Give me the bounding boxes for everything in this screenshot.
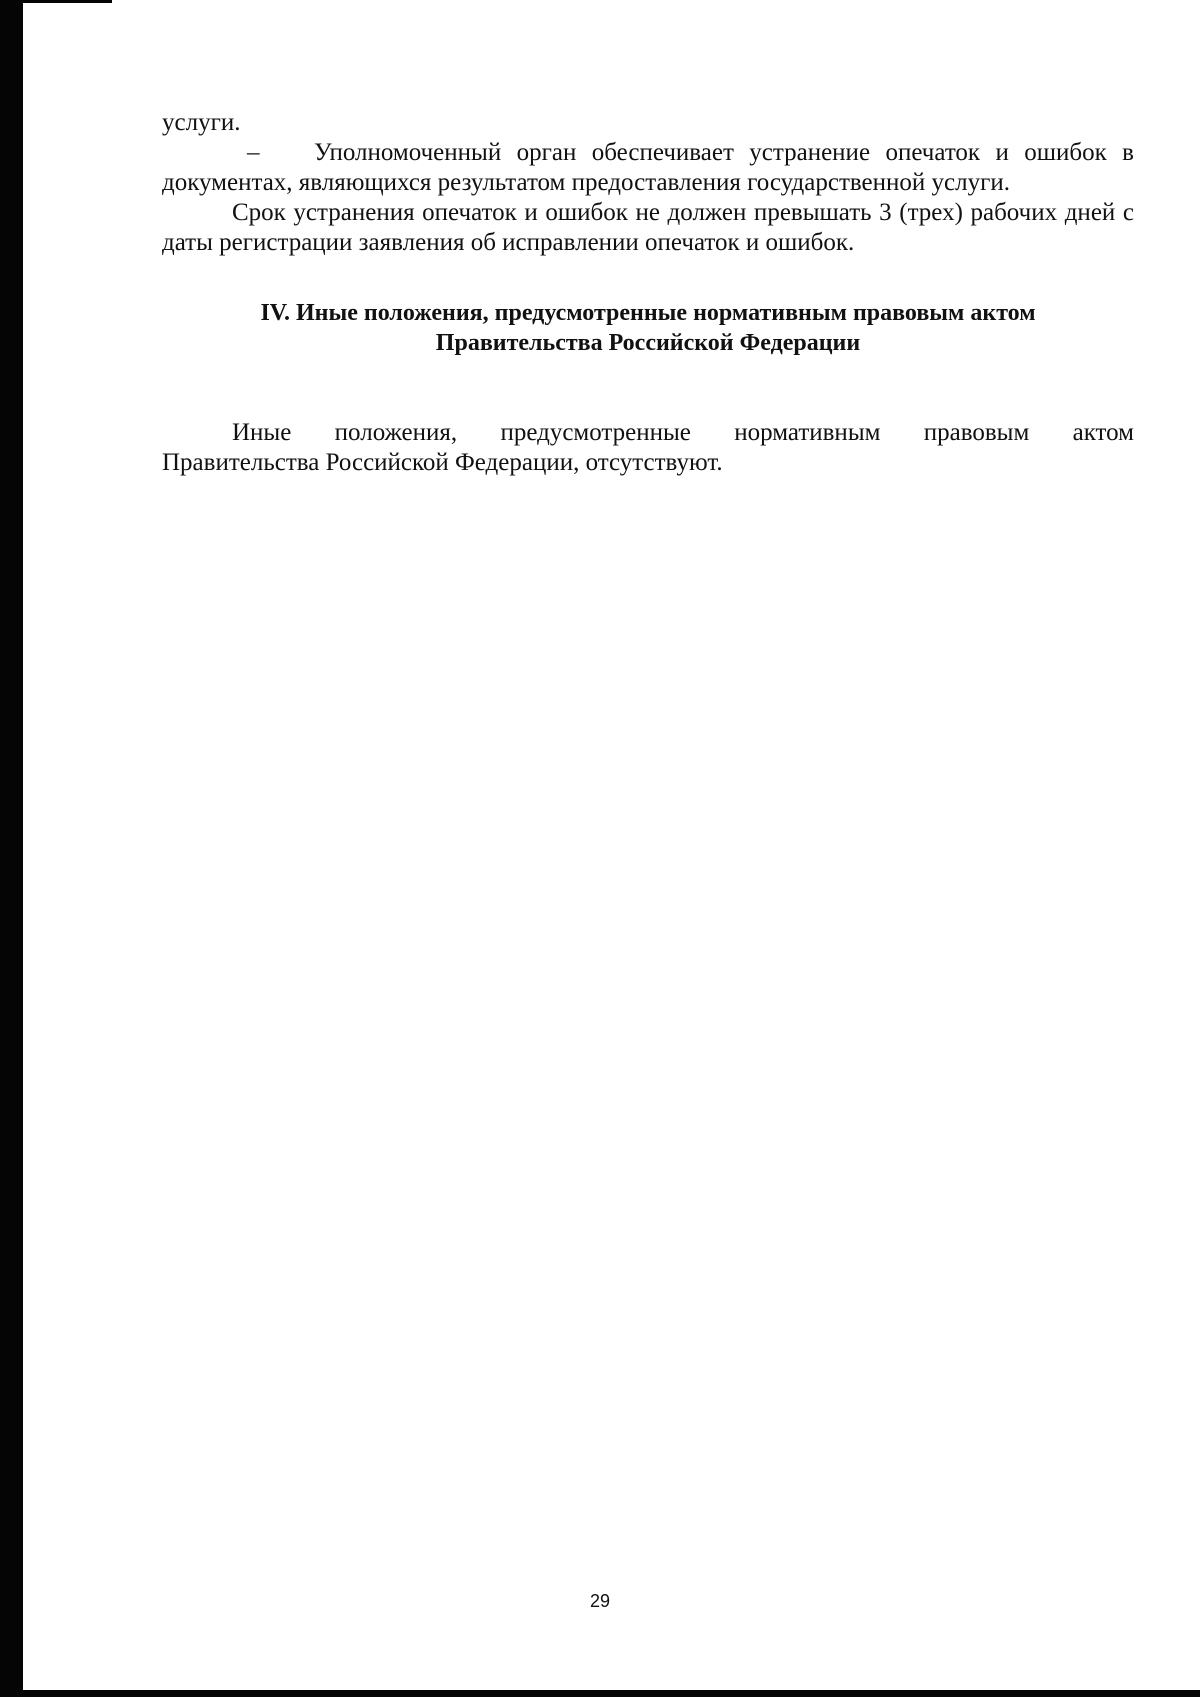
- scan-left-edge: [0, 0, 23, 1697]
- closing-line-1: Иные положения, предусмотренные нормативным правовым актом: [232, 419, 1134, 446]
- scan-top-mark: [0, 0, 112, 3]
- deadline-paragraph: Срок устранения опечаток и ошибок не должен превышать 3 (трех) рабочих дней с даты регистрации заявления об исправлении опечаток и ошибок.: [162, 199, 1134, 256]
- scan-bottom-edge: [0, 1690, 1200, 1697]
- continuation-text: услуги.: [162, 109, 241, 136]
- list-dash: –: [247, 139, 260, 166]
- section-heading: [162, 298, 1134, 358]
- closing-line-2: Правительства Российской Федерации, отсутствуют.: [162, 449, 723, 476]
- closing-paragraph: [162, 418, 1134, 478]
- page-body: [162, 108, 1134, 478]
- section-heading-line-2: Правительства Российской Федерации: [435, 330, 861, 356]
- section-heading-line-1: IV. Иные положения, предусмотренные нормативным правовым актом: [260, 300, 1036, 326]
- dash-paragraph-text: Уполномоченный орган обеспечивает устранение опечаток и ошибок в документах, являющихся результатом предоставления государственной услуги.: [162, 139, 1134, 196]
- dash-paragraph: [162, 138, 1134, 198]
- page-number: 29: [589, 1591, 611, 1611]
